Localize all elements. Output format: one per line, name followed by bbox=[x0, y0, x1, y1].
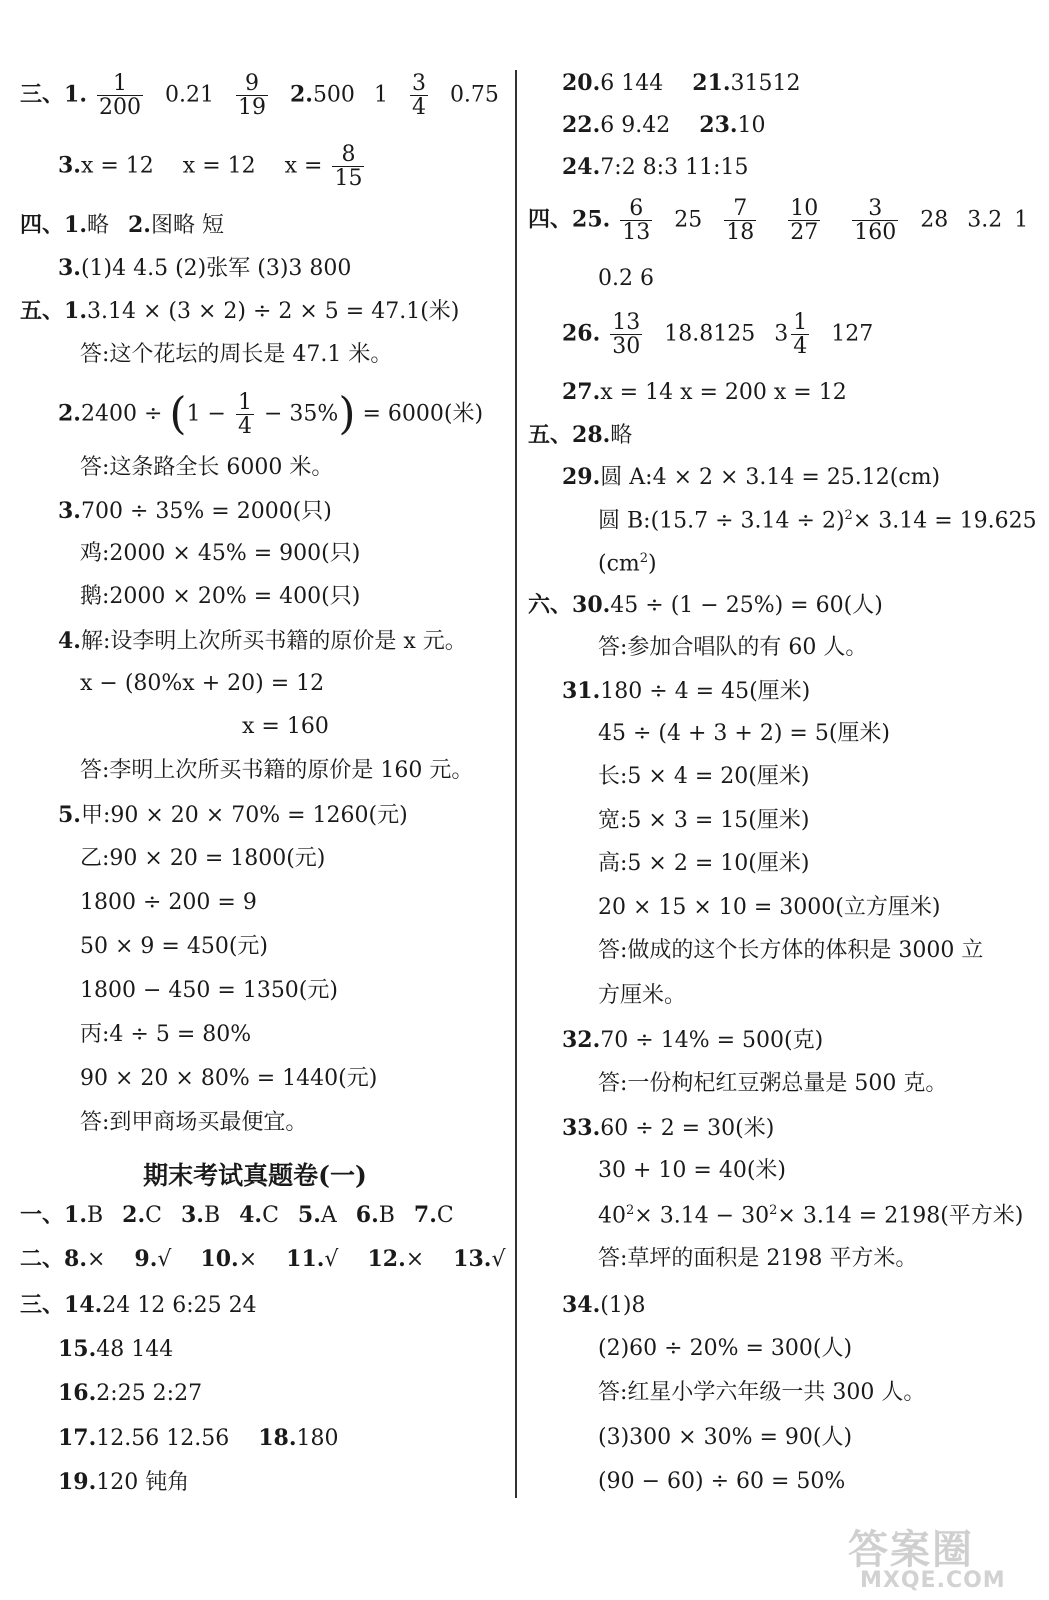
answer-s5-q4: 4.解:设李明上次所买书籍的原价是 x 元。 bbox=[58, 628, 467, 654]
answer-s3-q3: 3.x = 12 x = 12 x = $\frac{8}{15}$ bbox=[58, 142, 363, 192]
answer-q27: 27.x = 14 x = 200 x = 12 bbox=[562, 379, 847, 405]
fraction: $\frac{1}{200}$ bbox=[98, 71, 141, 121]
fraction: $\frac{13}{30}$ bbox=[612, 310, 641, 360]
answer-q34: 34.(1)8 bbox=[562, 1292, 646, 1318]
answer-exam-s1: 一、1.B 2.C 3.B 4.C 5.A 6.B 7.C bbox=[20, 1202, 454, 1228]
fraction: $\frac{10}{27}$ bbox=[790, 196, 819, 246]
answer-q26: 26. $\frac{13}{30}$ 18.8125 3 $\frac{1}{4}$ 127 bbox=[562, 310, 874, 360]
column-divider bbox=[515, 70, 517, 1498]
answer-q25: 四、25. $\frac{6}{13}$ 25 $\frac{7}{18}$ $\frac{10}{27}$ $\frac{3}{160}$ 28 3.2 1 bbox=[528, 196, 1029, 246]
fraction: $\frac{6}{13}$ bbox=[622, 196, 651, 246]
fraction: $\frac{3}{160}$ bbox=[854, 196, 897, 246]
exam-title: 期末考试真题卷(一) bbox=[143, 1161, 367, 1190]
mixed-number: 3 $\frac{1}{4}$ bbox=[774, 310, 808, 360]
answer-exam-q15: 15.48 144 bbox=[58, 1336, 174, 1362]
answer-s3-q1-q2: 三、1. $\frac{1}{200}$ 0.21 $\frac{9}{19}$ 2.500 1 $\frac{3}{4}$ 0.75 bbox=[20, 71, 499, 121]
answer-q30: 六、30.45 ÷ (1 − 25%) = 60(人) bbox=[528, 592, 883, 618]
answer-exam-q17-q18: 17.12.56 12.56 18.180 bbox=[58, 1425, 339, 1451]
answer-q29: 29.圆 A:4 × 2 × 3.14 = 25.12(cm) bbox=[562, 464, 941, 490]
answer-s5-q5: 5.甲:90 × 20 × 70% = 1260(元) bbox=[58, 802, 408, 828]
answer-q20-q21: 20.6 144 21.31512 bbox=[562, 70, 801, 96]
answer-q32: 32.70 ÷ 14% = 500(克) bbox=[562, 1027, 824, 1053]
fraction: $\frac{9}{19}$ bbox=[237, 71, 266, 121]
answer-exam-q14: 三、14.24 12 6:25 24 bbox=[20, 1292, 257, 1318]
site-watermark: 答案圈 MXQE.COM bbox=[848, 1527, 1006, 1593]
fraction: $\frac{1}{4}$ bbox=[238, 390, 252, 440]
answer-q28: 五、28.略 bbox=[528, 422, 633, 448]
answer-exam-s2: 二、8.× 9.√ 10.× 11.√ 12.× 13.√ bbox=[20, 1246, 506, 1272]
answer-s5-q3: 3.700 ÷ 35% = 2000(只) bbox=[58, 498, 332, 524]
answer-s5-q1: 五、1.3.14 × (3 × 2) ÷ 2 × 5 = 47.1(米) bbox=[20, 298, 460, 324]
answer-s4-q1-q2: 四、1.略 2.图略 短 bbox=[20, 212, 224, 238]
answer-exam-q16: 16.2:25 2:27 bbox=[58, 1380, 203, 1406]
answer-s4-q3: 3.(1)4 4.5 (2)张军 (3)3 800 bbox=[58, 255, 352, 281]
answer-q31: 31.180 ÷ 4 = 45(厘米) bbox=[562, 678, 811, 704]
answer-exam-q19: 19.120 钝角 bbox=[58, 1469, 190, 1495]
fraction: $\frac{7}{18}$ bbox=[726, 196, 755, 246]
answer-q22-q23: 22.6 9.42 23.10 bbox=[562, 112, 766, 138]
answer-q24: 24.7:2 8:3 11:15 bbox=[562, 154, 749, 180]
answer-q33: 33.60 ÷ 2 = 30(米) bbox=[562, 1115, 775, 1141]
answer-s5-q2: 2.2400 ÷ (1 − $\frac{1}{4}$ − 35%) = 6000(米) bbox=[58, 388, 484, 440]
fraction: $\frac{3}{4}$ bbox=[411, 71, 426, 121]
fraction: $\frac{8}{15}$ bbox=[334, 142, 363, 192]
